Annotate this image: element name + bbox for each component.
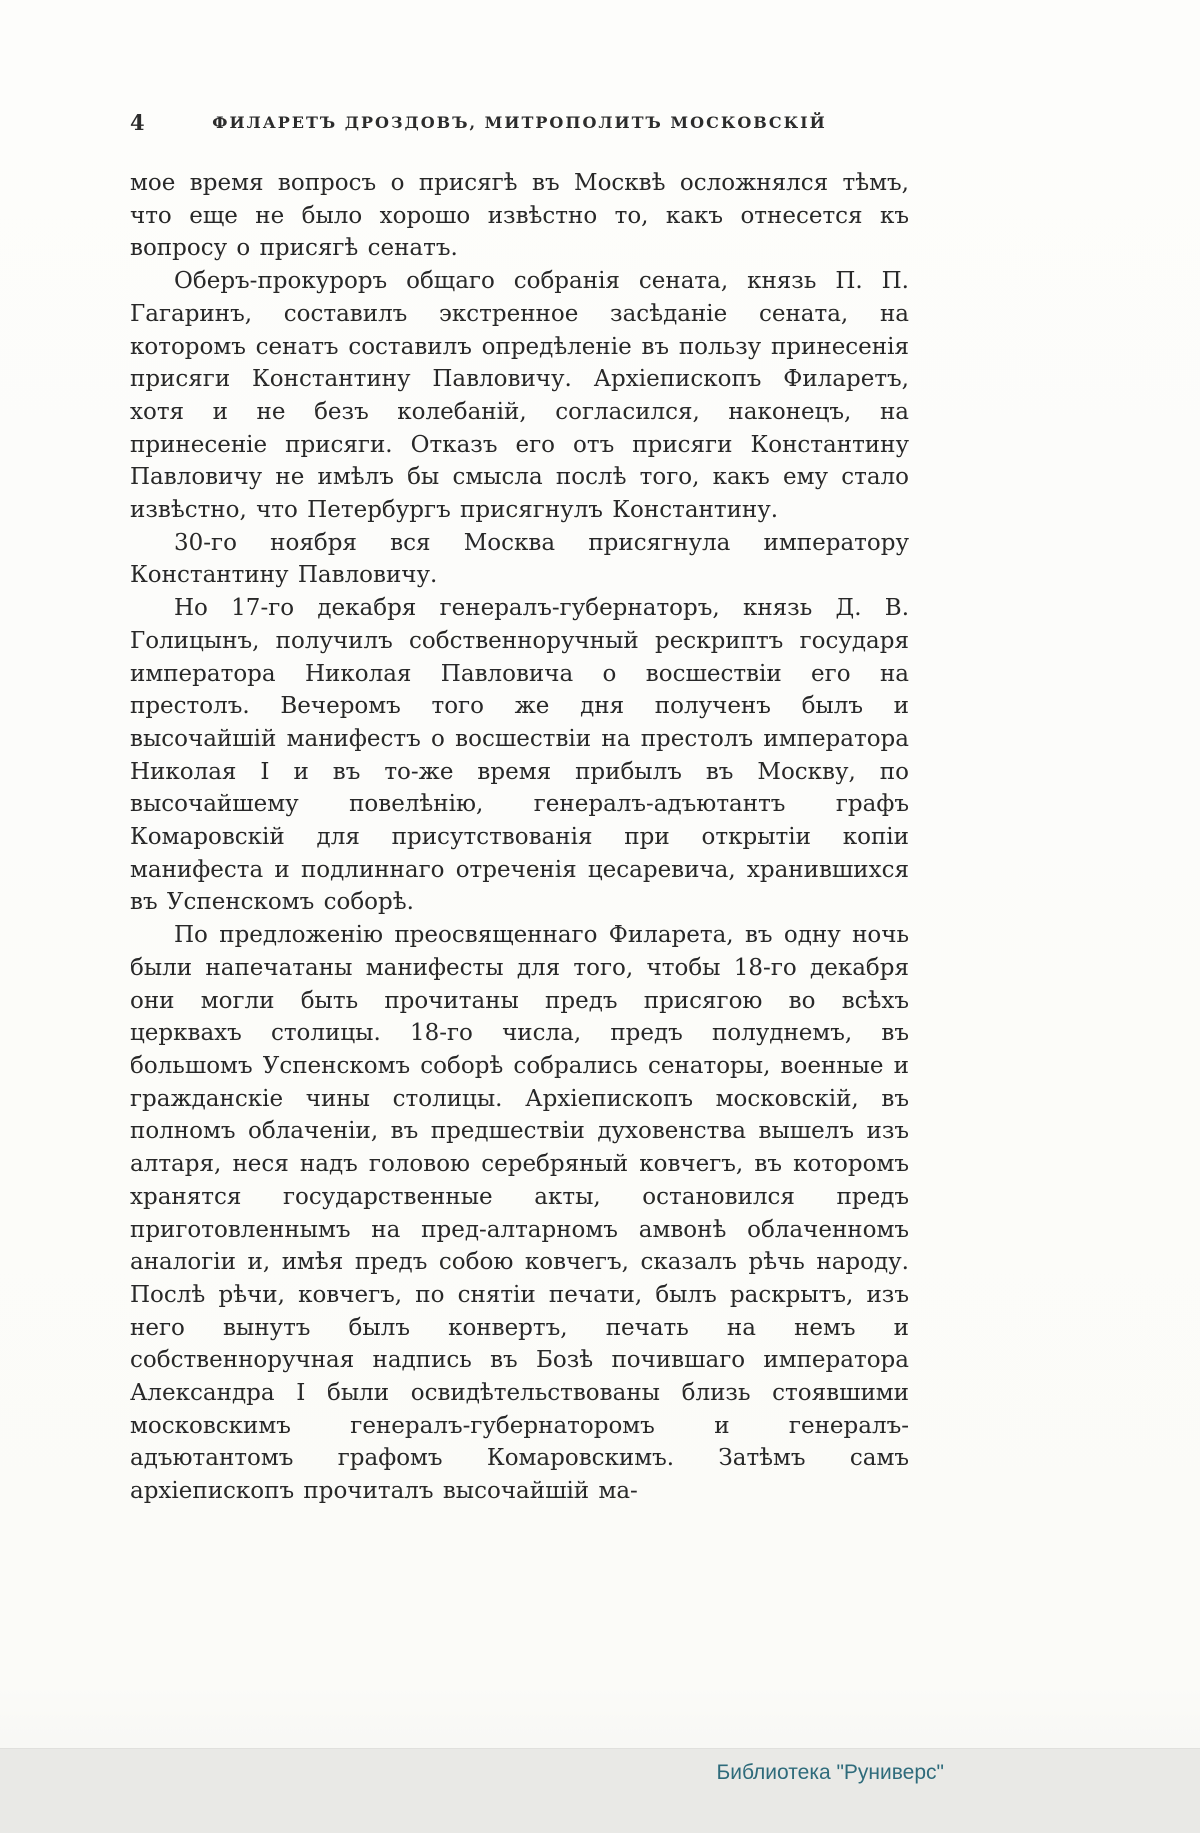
paragraph: 30-го ноября вся Москва присягнула императору Константину Павловичу.	[130, 529, 909, 589]
paragraph-continuation: мое время вопросъ о присягѣ въ Москвѣ осложнялся тѣмъ, что еще не было хорошо извѣстно то, какъ отнесется къ вопросу о присягѣ сенатъ.	[130, 170, 909, 262]
paragraph: По предложенію преосвященнаго Филарета, въ одну ночь были напечатаны манифесты для того, чтобы 18-го декабря они могли быть прочитаны предъ присягою во всѣхъ церквахъ столицы. 18-го числа, предъ полуднемъ, въ большомъ Успенскомъ соборѣ собрались сенаторы, военные и гражданскіе чины столицы. Архіепископъ московскій, въ полномъ облаченіи, въ предшествіи духовенства вышелъ изъ алтаря, неся надъ головою серебряный ковчегъ, въ которомъ хранятся государственные акты, остановился предъ приготовленнымъ на пред-алтарномъ амвонѣ облаченномъ аналогіи и, имѣя предъ собою ковчегъ, сказалъ рѣчь народу. Послѣ рѣчи, ковчегъ, по снятіи печати, былъ раскрытъ, изъ него вынутъ былъ конвертъ, печать на немъ и собственноручная надпись въ Бозѣ почившаго императора Александра I были освидѣтельствованы близь стоявшими московскимъ генералъ-губернаторомъ и генералъ-адъютантомъ графомъ Комаровскимъ. Затѣмъ самъ архіепископъ прочиталъ высочайшій ма-	[130, 922, 909, 1505]
paragraph: Оберъ-прокуроръ общаго собранія сената, князь П. П. Гагаринъ, составилъ экстренное засѣданіе сената, на которомъ сенатъ составилъ опредѣленіе въ пользу принесенія присяги Константину Павловичу. Архіепископъ Филаретъ, хотя и не безъ колебаній, согласился, наконецъ, на принесеніе присяги. Отказъ его отъ присяги Константину Павловичу не имѣлъ бы смысла послѣ того, какъ ему стало извѣстно, что Петербургъ присягнулъ Константину.	[130, 268, 909, 524]
page-number: 4	[130, 110, 145, 135]
page-header	[130, 110, 909, 140]
page-body	[130, 167, 909, 1508]
paragraph: Но 17-го декабря генералъ-губернаторъ, князь Д. В. Голицынъ, получилъ собственноручный рескриптъ государя императора Николая Павловича о восшествіи его на престолъ. Вечеромъ того же дня полученъ былъ и высочайшій манифестъ о восшествіи на престолъ императора Николая I и въ то-же время прибылъ въ Москву, по высочайшему повелѣнію, генералъ-адъютантъ графъ Комаровскій для присутствованія при открытіи копіи манифеста и подлиннаго отреченія цесаревича, хранившихся въ Успенскомъ соборѣ.	[130, 595, 909, 916]
footer-watermark-strip	[0, 1748, 1200, 1833]
library-watermark: Библиотека "Руниверс"	[716, 1761, 944, 1784]
running-header: ФИЛАРЕТЪ ДРОЗДОВЪ, МИТРОПОЛИТЪ МОСКОВСКІЙ	[212, 113, 827, 132]
